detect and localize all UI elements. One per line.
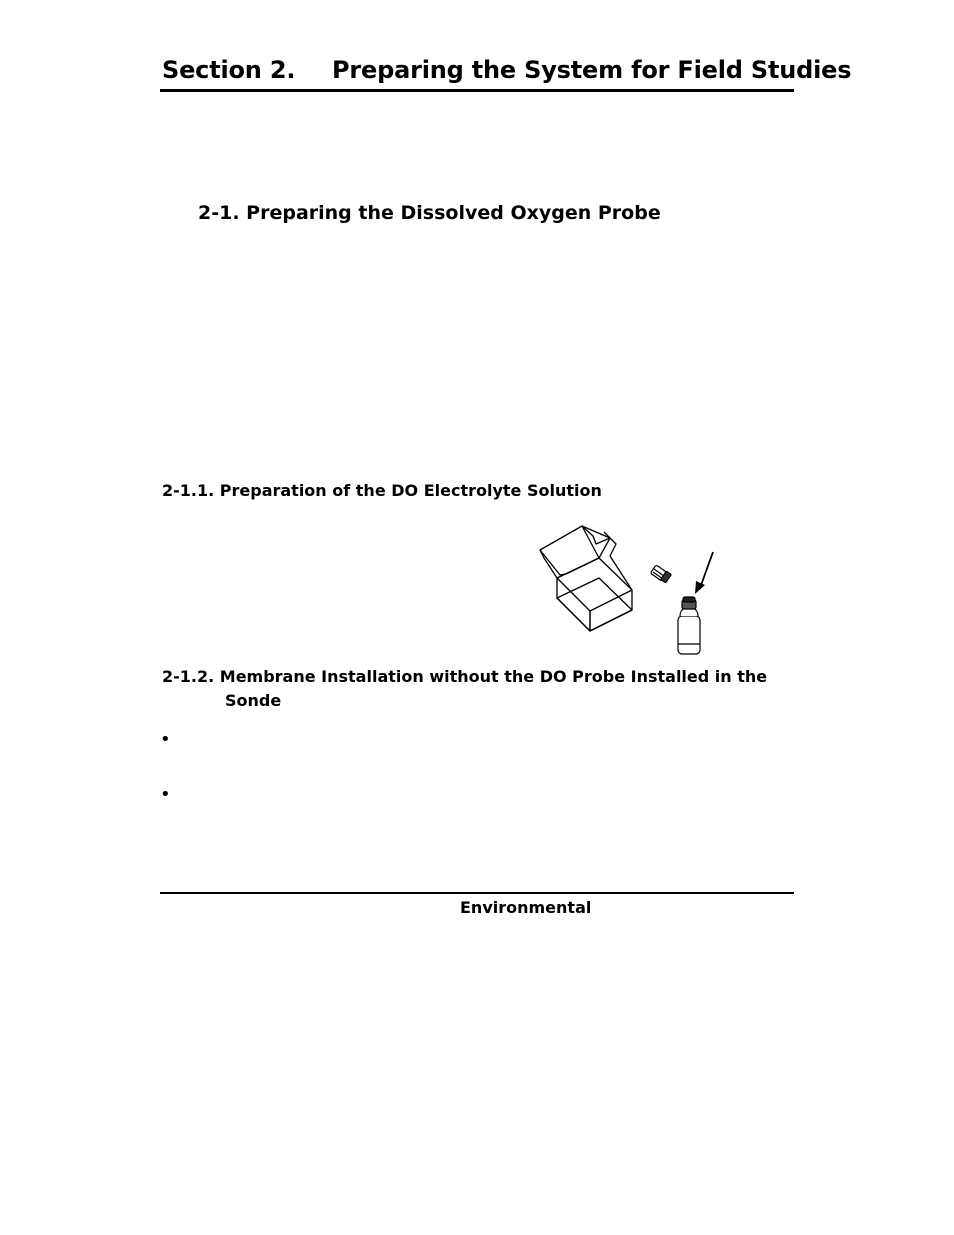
bullet-2: • (160, 784, 171, 805)
box-front-left (557, 578, 590, 631)
heading-membrane-line2: Sonde (225, 691, 282, 710)
heading-membrane-line1: 2-1.2. Membrane Installation without the DO Probe Installed in the (162, 667, 768, 686)
bottle-cap-icon (650, 565, 671, 583)
arrow-icon (695, 552, 713, 594)
section-header (162, 56, 851, 84)
heading-dissolved-oxygen-probe: 2-1. Preparing the Dissolved Oxygen Probe (198, 202, 661, 224)
heading-electrolyte-solution: 2-1.1. Preparation of the DO Electrolyte Solution (162, 481, 602, 500)
box-front-right (590, 590, 632, 631)
electrolyte-kit-illustration (530, 518, 730, 658)
box-bottom (557, 578, 632, 631)
heading-membrane-installation (162, 665, 802, 713)
section-number: Section 2. (162, 56, 296, 84)
electrolyte-bottle-icon (678, 597, 700, 654)
section-title: Preparing the System for Field Studies (332, 56, 852, 84)
footer-rule (160, 892, 794, 894)
header-rule (160, 89, 794, 92)
bullet-1: • (160, 729, 171, 750)
footer-text: Environmental (460, 898, 592, 917)
